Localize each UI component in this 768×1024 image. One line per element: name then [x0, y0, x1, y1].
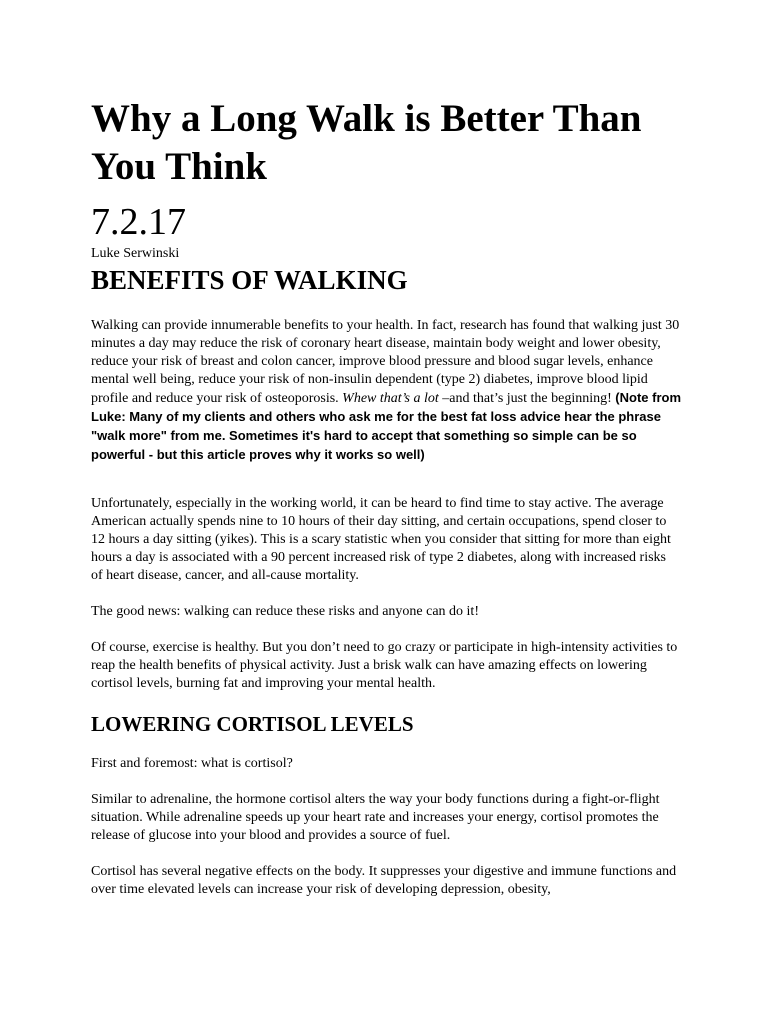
- paragraph-exercise: Of course, exercise is healthy. But you don’t need to go crazy or participate in high-intensity activities to reap the health benefits of physical activity. Just a brisk walk can have amazing effects on lowering cortisol levels, burning fat and improving your mental health.: [91, 640, 678, 691]
- note-from-luke: (Note from Luke: Many of my clients and others who ask me for the best fat loss advice hear the phrase "walk more" from me. Sometimes it's hard to accept that something so simple can be so powerful - but this article proves why it works so well): [91, 390, 681, 462]
- section-heading-benefits: BENEFITS OF WALKING: [91, 265, 408, 295]
- paragraph-benefits-tail: –and that’s just the beginning!: [438, 391, 616, 406]
- paragraph-what-is-cortisol: First and foremost: what is cortisol?: [91, 756, 293, 771]
- paragraph-adrenaline: Similar to adrenaline, the hormone cortisol alters the way your body functions during a fight-or-flight situation. While adrenaline speeds up your heart rate and increases your energy, cortisol promotes the release of glucose into your blood and provides a source of fuel.: [91, 792, 660, 843]
- article-title: Why a Long Walk is Better Than You Think: [91, 97, 642, 188]
- paragraph-benefits: [91, 317, 681, 465]
- section-heading-cortisol: LOWERING CORTISOL LEVELS: [91, 712, 414, 736]
- paragraph-cortisol-effects: Cortisol has several negative effects on the body. It suppresses your digestive and immune functions and over time elevated levels can increase your risk of developing depression, obesity,: [91, 864, 677, 897]
- paragraph-benefits-text: Walking can provide innumerable benefits to your health. In fact, research has found that walking just 30 minutes a day may reduce the risk of coronary heart disease, maintain body weight and lower obesity, reduce your risk of breast and colon cancer, improve blood pressure and blood sugar levels, enhance mental well being, reduce your risk of non-insulin dependent (type 2) diabetes, improve blood lipid profile and reduce your risk of osteoporosis.: [91, 318, 680, 406]
- paragraph-sitting: Unfortunately, especially in the working world, it can be heard to find time to stay active. The average American actually spends nine to 10 hours of their day sitting, and certain occupations, spend closer to 12 hours a day sitting (yikes). This is a scary statistic when you consider that sitting for more than eight hours a day is associated with a 90 percent increased risk of type 2 diabetes, along with increased risks of heart disease, cancer, and all-cause mortality.: [91, 496, 671, 583]
- article-author: Luke Serwinski: [91, 246, 180, 261]
- article-date: 7.2.17: [91, 201, 186, 243]
- paragraph-good-news: The good news: walking can reduce these risks and anyone can do it!: [91, 604, 479, 619]
- paragraph-benefits-italic: Whew that’s a lot: [342, 391, 439, 406]
